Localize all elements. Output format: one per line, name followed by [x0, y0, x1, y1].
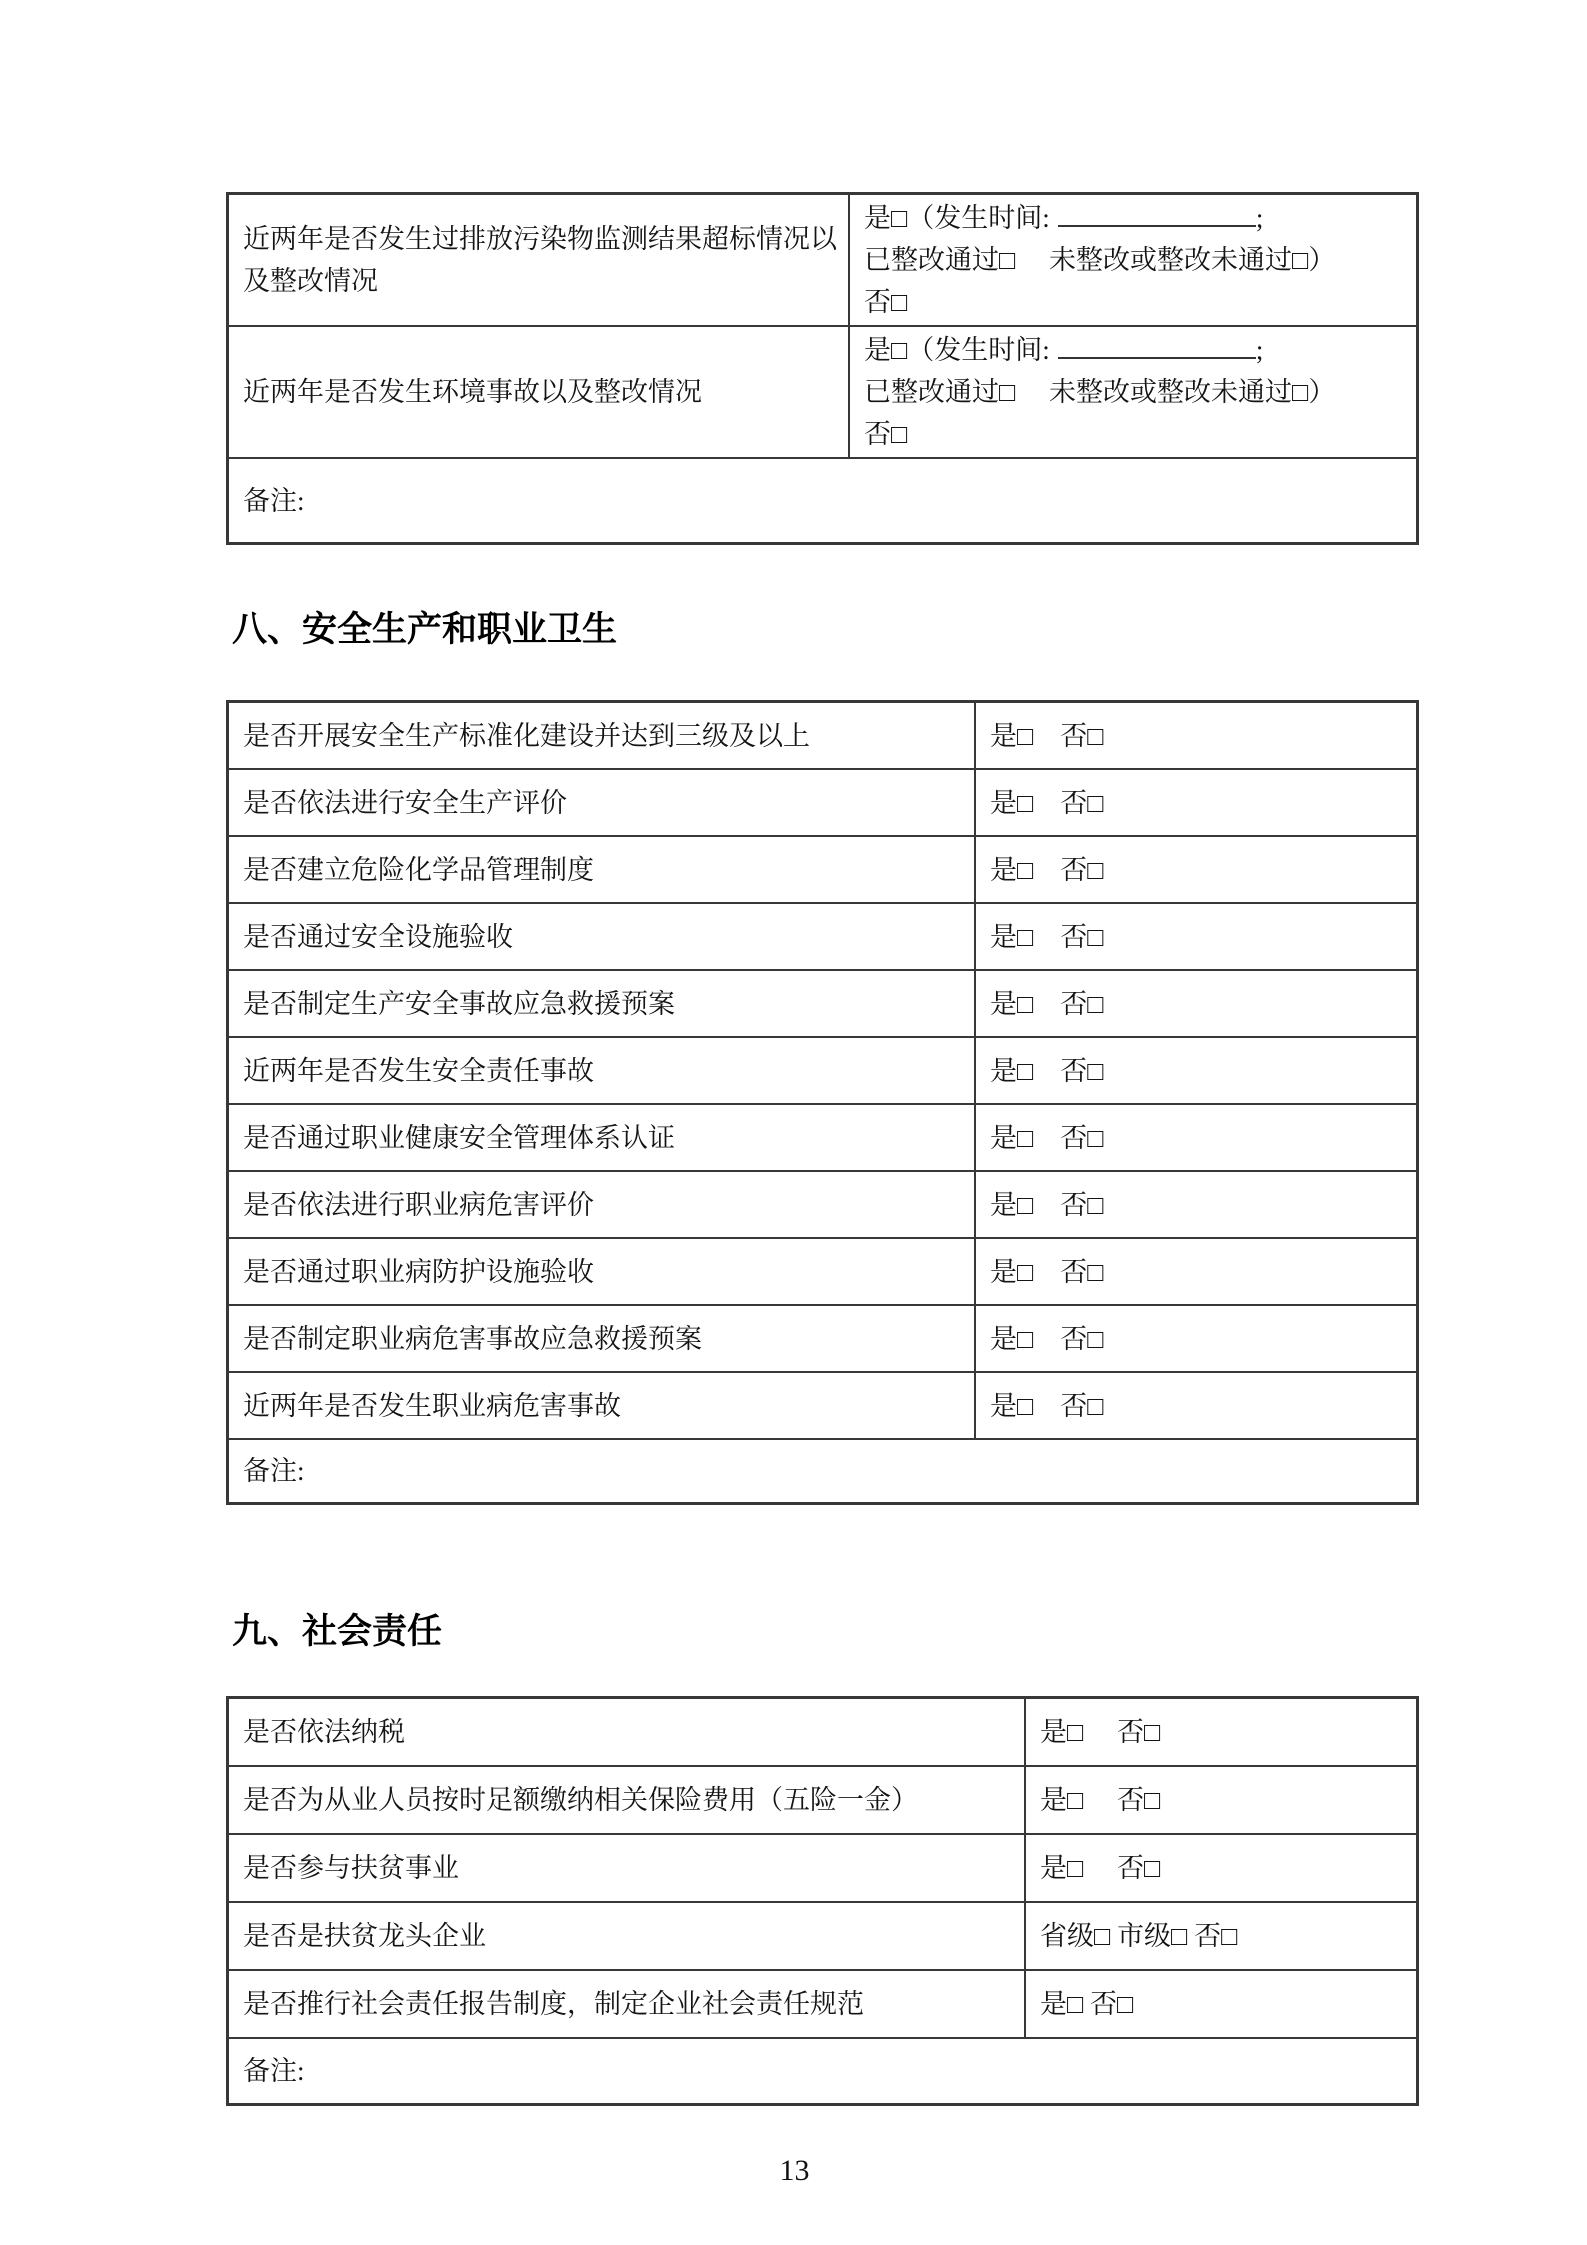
yes-no-checkboxes: 是□ 否□	[975, 1305, 1418, 1372]
table-row	[228, 2038, 1418, 2105]
environment-followup-table	[226, 192, 1419, 545]
page-number: 13	[779, 2154, 810, 2187]
answer-line-1	[864, 197, 1406, 239]
question-label: 是否依法进行职业病危害评价	[228, 1171, 976, 1238]
table-row	[228, 1970, 1418, 2038]
remark-cell: 备注:	[228, 1439, 1418, 1504]
yes-no-checkboxes: 是□ 否□	[975, 836, 1418, 903]
question-label: 是否参与扶贫事业	[228, 1834, 1026, 1902]
question-label: 是否依法纳税	[228, 1698, 1026, 1767]
table-row	[228, 1238, 1418, 1305]
remark-cell: 备注:	[228, 2038, 1418, 2105]
yes-no-checkboxes: 是□ 否□	[975, 1171, 1418, 1238]
yes-no-checkboxes: 是□ 否□	[1025, 1834, 1418, 1902]
question-label: 是否是扶贫龙头企业	[228, 1902, 1026, 1970]
answer-line-2: 已整改通过□ 未整改或整改未通过□）	[864, 245, 1336, 275]
table-row	[228, 970, 1418, 1037]
answer-line-2: 已整改通过□ 未整改或整改未通过□）	[864, 377, 1336, 407]
question-label: 是否通过职业病防护设施验收	[228, 1238, 976, 1305]
answer-semicolon: ;	[1255, 203, 1264, 233]
remark-cell: 备注:	[228, 458, 1418, 544]
question-label: 是否通过职业健康安全管理体系认证	[228, 1104, 976, 1171]
yes-no-checkboxes: 是□ 否□	[975, 970, 1418, 1037]
question-label: 是否通过安全设施验收	[228, 903, 976, 970]
yes-no-checkboxes: 是□ 否□	[975, 1037, 1418, 1104]
occurrence-time-blank	[1058, 357, 1256, 359]
table-row	[228, 194, 1418, 327]
answer-yes-occurrence-time-label: 是□（发生时间:	[864, 203, 1050, 233]
table-row	[228, 836, 1418, 903]
yes-no-checkboxes: 是□ 否□	[1025, 1766, 1418, 1834]
table-row	[228, 702, 1418, 770]
yes-no-checkboxes: 是□ 否□	[975, 702, 1418, 770]
table-row	[228, 903, 1418, 970]
table-row	[228, 1902, 1418, 1970]
section-8-title: 八、安全生产和职业卫生	[232, 610, 618, 649]
answer-yes-occurrence-time-label: 是□（发生时间:	[864, 335, 1050, 365]
table-row	[228, 458, 1418, 544]
yes-no-checkboxes: 是□ 否□	[1025, 1698, 1418, 1767]
page-content	[226, 0, 1363, 2188]
answer-semicolon: ;	[1255, 335, 1264, 365]
question-label: 近两年是否发生安全责任事故	[228, 1037, 976, 1104]
table-row	[228, 1171, 1418, 1238]
table-row	[228, 1305, 1418, 1372]
yes-no-checkboxes: 是□ 否□	[1025, 1970, 1418, 2038]
table-row	[228, 1834, 1418, 1902]
section-9-title: 九、社会责任	[232, 1612, 443, 1651]
question-environment-accident: 近两年是否发生环境事故以及整改情况	[228, 326, 850, 458]
question-label: 是否开展安全生产标准化建设并达到三级及以上	[228, 702, 976, 770]
question-pollution-exceedance: 近两年是否发生过排放污染物监测结果超标情况以及整改情况	[228, 194, 850, 327]
yes-no-checkboxes: 是□ 否□	[975, 903, 1418, 970]
question-label: 是否制定生产安全事故应急救援预案	[228, 970, 976, 1037]
table-row	[228, 326, 1418, 458]
table-row	[228, 1766, 1418, 1834]
question-label: 是否制定职业病危害事故应急救援预案	[228, 1305, 976, 1372]
level-checkboxes: 省级□ 市级□ 否□	[1025, 1902, 1418, 1970]
question-label: 是否依法进行安全生产评价	[228, 769, 976, 836]
question-label: 是否推行社会责任报告制度，制定企业社会责任规范	[228, 1970, 1026, 2038]
yes-no-checkboxes: 是□ 否□	[975, 1372, 1418, 1439]
question-label: 近两年是否发生职业病危害事故	[228, 1372, 976, 1439]
table-row	[228, 1698, 1418, 1767]
table-row	[228, 1372, 1418, 1439]
answer-line-3: 否□	[864, 287, 908, 317]
answer-environment-accident	[849, 326, 1418, 458]
safety-occupational-health-table	[226, 700, 1419, 1505]
table-row	[228, 1037, 1418, 1104]
occurrence-time-blank	[1058, 225, 1256, 227]
table-row	[228, 1104, 1418, 1171]
social-responsibility-table	[226, 1696, 1419, 2106]
answer-line-3: 否□	[864, 419, 908, 449]
answer-pollution-exceedance	[849, 194, 1418, 327]
yes-no-checkboxes: 是□ 否□	[975, 769, 1418, 836]
yes-no-checkboxes: 是□ 否□	[975, 1104, 1418, 1171]
question-label: 是否建立危险化学品管理制度	[228, 836, 976, 903]
question-label: 是否为从业人员按时足额缴纳相关保险费用（五险一金）	[228, 1766, 1026, 1834]
yes-no-checkboxes: 是□ 否□	[975, 1238, 1418, 1305]
table-row	[228, 769, 1418, 836]
answer-line-1	[864, 329, 1406, 371]
table-row	[228, 1439, 1418, 1504]
